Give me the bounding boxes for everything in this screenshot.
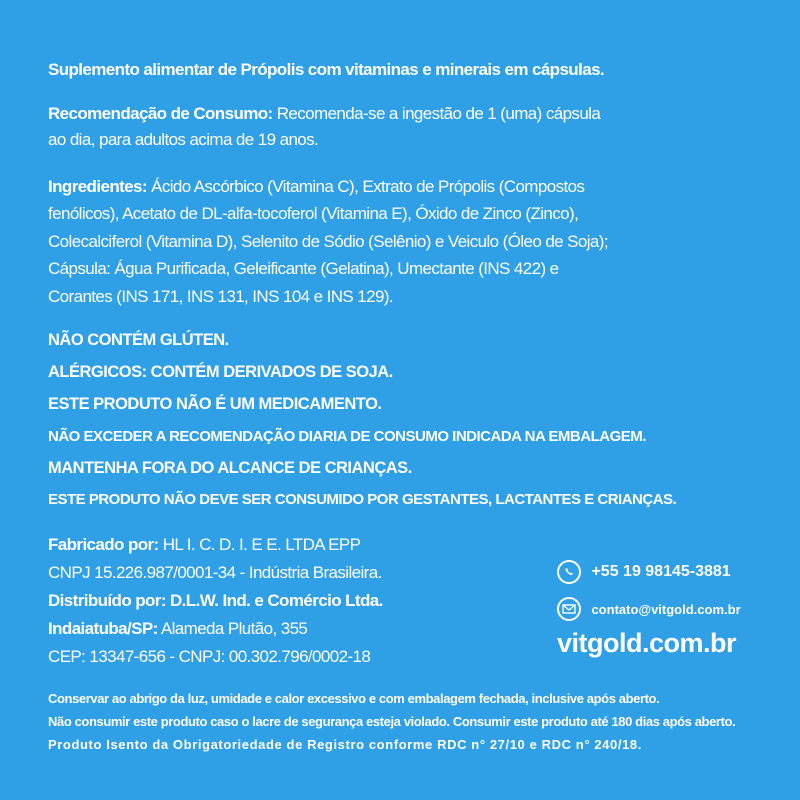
ingredients-text-4: Cápsula: Água Purificada, Geleificante (Gelatina), Umectante (INS 422) e: [48, 259, 559, 278]
address-line: [48, 619, 307, 639]
warning-soy: ALÉRGICOS: CONTÉM DERIVADOS DE SOJA.: [48, 363, 393, 381]
warning-dosage: NÃO EXCEDER A RECOMENDAÇÃO DIARIA DE CONSUMO INDICADA NA EMBALAGEM.: [48, 428, 646, 445]
ingredients-text-1: Ácido Ascórbico (Vitamina C), Extrato de Própolis (Compostos: [146, 177, 585, 196]
website-link[interactable]: vitgold.com.br: [557, 628, 737, 658]
city-label: Indaiatuba/SP:: [48, 619, 158, 638]
recommendation-text-1: Recomenda-se a ingestão de 1 (uma) cápsula: [272, 104, 601, 123]
warning-gluten: NÃO CONTÉM GLÚTEN.: [48, 331, 229, 349]
recommendation-line-1: [48, 104, 600, 124]
email-address: contato@vitgold.com.br: [591, 601, 741, 617]
ingredients-text-3: Colecalciferol (Vitamina D), Selenito de Sódio (Selênio) e Veiculo (Óleo de Soja);: [48, 232, 608, 251]
ingredients-text-5: Corantes (INS 171, INS 131, INS 104 e INS 129).: [48, 287, 394, 306]
envelope-icon: [557, 597, 581, 621]
manufacturer-line: [48, 535, 360, 555]
ingredients-text-2: fenólicos), Acetato de DL-alfa-tocoferol (Vitamina E), Óxido de Zinco (Zinco),: [48, 204, 579, 223]
manufacturer-cnpj: CNPJ 15.226.987/0001-34 - Indústria Brasileira.: [48, 563, 382, 582]
cep-cnpj-line: CEP: 13347-656 - CNPJ: 00.302.796/0002-18: [48, 647, 371, 666]
manufacturer-value: HL I. C. D. I. E E. LTDA EPP: [158, 535, 361, 554]
manufacturer-label: Fabricado por:: [48, 535, 159, 554]
city-value: Alameda Plutão, 355: [157, 619, 308, 638]
whatsapp-icon: [557, 560, 581, 584]
footer-registration: Produto Isento da Obrigatoriedade de Registro conforme RDC n° 27/10 e RDC n° 240/18.: [48, 737, 642, 752]
warning-pregnant: ESTE PRODUTO NÃO DEVE SER CONSUMIDO POR GESTANTES, LACTANTES E CRIANÇAS.: [48, 491, 677, 508]
distributor-line: Distribuído por: D.L.W. Ind. e Comércio Ltda.: [48, 591, 383, 610]
warning-not-medicine: ESTE PRODUTO NÃO É UM MEDICAMENTO.: [48, 395, 382, 413]
warning-children: MANTENHA FORA DO ALCANCE DE CRIANÇAS.: [48, 459, 412, 477]
phone-contact[interactable]: [557, 560, 731, 584]
phone-number: +55 19 98145-3881: [591, 563, 731, 580]
footer-storage: Conservar ao abrigo da luz, umidade e calor excessivo e com embalagem fechada, inclusive após aberto.: [48, 691, 660, 706]
ingredients-line-1: [48, 177, 584, 197]
ingredients-label: Ingredientes:: [48, 177, 147, 196]
footer-seal: Não consumir este produto caso o lacre de segurança esteja violado. Consumir este produto até 180 dias após aberto.: [48, 714, 736, 729]
recommendation-label: Recomendação de Consumo:: [48, 104, 273, 123]
intro-text: Suplemento alimentar de Própolis com vitaminas e minerais em cápsulas.: [48, 60, 605, 79]
recommendation-text-2: ao dia, para adultos acima de 19 anos.: [48, 130, 319, 149]
email-contact[interactable]: [557, 597, 741, 621]
